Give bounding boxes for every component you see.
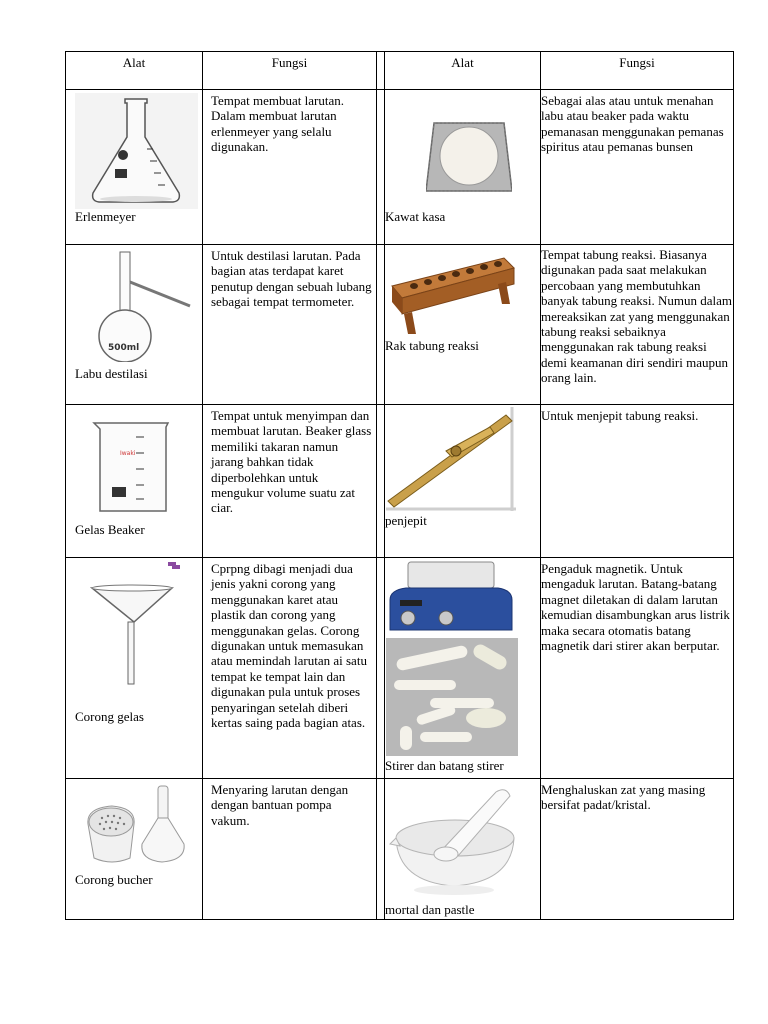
header-fungsi-left: Fungsi [271,55,308,70]
fungsi-text: Tempat untuk menyimpan dan membuat larutan. Beaker glass memiliki takaran namun jarang bahkan tidak diperbolehkan untuk mengukur volume suatu zat ciar. [211,408,372,516]
alat-label: Gelas Beaker [75,522,145,537]
fungsi-text: Pengaduk magnetik. Untuk mengaduk larutan. Batang-batang magnet diletakan di dalam larutan kemudian disambungkan arus listrik maka secara otomatis batang magnetik dari stirer akan berputar. [541,561,730,654]
wire-gauze-icon [426,121,512,194]
table-border-bottom [65,919,734,920]
alat-label: Labu destilasi [75,366,148,381]
alat-label: Erlenmeyer [75,209,136,224]
table-border-left [65,51,66,920]
alat-label: Rak tabung reaksi [385,338,479,353]
alat-label: penjepit [385,513,427,528]
fungsi-text: Tempat tabung reaksi. Biasanya digunakan pada saat melakukan percobaan yang membutuhkan banyak tabung reaksi. Numun dalam mereaksikan zat yang menggunakan tabung reaksi sebaiknya menggunakan rak tabung reaksi demi keamanan diri sendiri maupun orang lain. [541,247,732,386]
header-alat-left: Alat [122,55,146,70]
column-divider [202,51,203,920]
fungsi-text: Sebagai alas atau untuk menahan labu atau beaker pada waktu pemanasan menggunakan pemanas spiritus atau pemanas bunsen [541,93,724,155]
fungsi-text: Tempat membuat larutan. Dalam membuat larutan erlenmeyer yang selalu digunakan. [211,93,345,155]
row-divider [65,404,734,405]
header-fungsi-right: Fungsi [619,55,655,70]
buchner-funnel-icon [82,782,192,868]
fungsi-text: Menghaluskan zat yang masing bersifat padat/kristal. [541,782,706,813]
alat-label: Stirer dan batang stirer [385,758,504,773]
tube-clamp-icon [386,407,516,511]
fungsi-text: Untuk menjepit tabung reaksi. [541,408,699,423]
row-divider [65,89,734,90]
fungsi-text: Cprpng dibagi menjadi dua jenis yakni corong yang menggunakan karet atau plastik dan corong yang menggunakan gelas. Corong digunakan untuk memasukan atau memindah larutan ai satu tempat ke tempat lain dan digunakan pula untuk proses penyaringan setelah diberi kertas saing pada bagian atas. [211,561,367,731]
mortar-pestle-icon [388,782,524,900]
beaker-icon [92,421,174,515]
column-divider [376,51,377,920]
column-divider [384,51,385,920]
fungsi-text: Menyaring larutan dengan dengan bantuan pompa vakum. [211,782,349,828]
header-alat-right: Alat [451,55,474,70]
alat-label: mortal dan pastle [385,902,475,917]
svg-text:500ml: 500ml [108,343,140,353]
table-border-right [733,51,734,920]
fungsi-text: Untuk destilasi larutan. Pada bagian atas terdapat karet penutup dengan sebuah lubang sebagai tempat termometer. [211,248,372,310]
row-divider [65,244,734,245]
row-divider [65,557,734,558]
erlenmeyer-flask-icon [75,93,198,209]
svg-text:Iwaki: Iwaki [120,450,136,457]
alat-label: Corong bucher [75,872,153,887]
alat-label: Kawat kasa [385,209,446,224]
magnetic-stirrer-icon [386,560,518,756]
test-tube-rack-icon [386,248,517,336]
row-divider [65,778,734,779]
glass-funnel-icon [88,560,182,686]
distillation-flask-icon [92,250,192,362]
alat-label: Corong gelas [75,709,144,724]
